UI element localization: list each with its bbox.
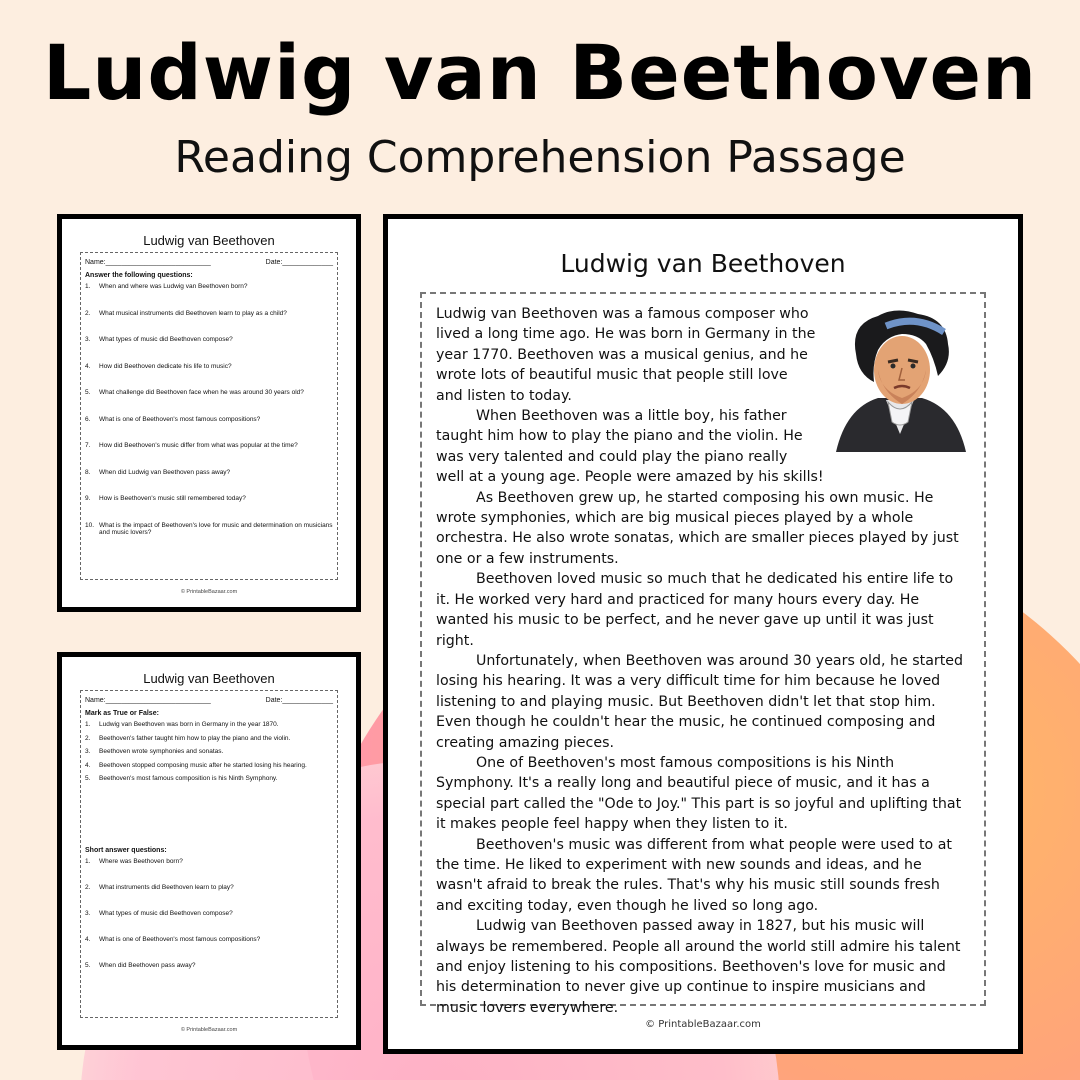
passage-paragraph: Ludwig van Beethoven was a famous composer who lived a long time ago. He was born in Germany in the year 1770. Beethoven was a musical genius, and he wrote lots of beautiful music that people still love and listen to today. bbox=[436, 306, 816, 404]
questions-heading: Answer the following questions: bbox=[85, 272, 193, 279]
list-item bbox=[85, 522, 333, 549]
worksheet-title: Ludwig van Beethoven bbox=[143, 671, 275, 686]
date-field: Date:_____________ bbox=[265, 259, 333, 266]
list-item bbox=[85, 735, 333, 749]
item-text: How is Beethoven's music still remembered today? bbox=[99, 495, 246, 502]
item-text: What challenge did Beethoven face when he was around 30 years old? bbox=[99, 389, 304, 396]
item-text: How did Beethoven's music differ from what was popular at the time? bbox=[99, 442, 298, 449]
list-item bbox=[85, 962, 333, 988]
list-item bbox=[85, 495, 333, 522]
item-text: How did Beethoven dedicate his life to music? bbox=[99, 362, 232, 370]
item-text: What is the impact of Beethoven's love for music and determination on musicians and music lovers? bbox=[99, 521, 333, 536]
list-item bbox=[85, 936, 333, 962]
item-number: 8. bbox=[85, 468, 91, 476]
item-text: What musical instruments did Beethoven learn to play as a child? bbox=[99, 309, 287, 317]
item-number: 5. bbox=[85, 961, 91, 969]
passage-box bbox=[420, 292, 986, 1030]
item-number: 2. bbox=[85, 734, 91, 742]
list-item bbox=[85, 748, 333, 762]
item-text: Beethoven's most famous composition is his Ninth Symphony. bbox=[99, 775, 278, 782]
list-item bbox=[85, 762, 333, 776]
true-false-worksheet-thumbnail[interactable] bbox=[57, 652, 361, 1050]
item-number: 10. bbox=[85, 521, 95, 529]
item-number: 4. bbox=[85, 935, 91, 943]
worksheet-footer: © PrintableBazaar.com bbox=[180, 589, 238, 595]
reading-passage-sheet[interactable] bbox=[383, 214, 1023, 1054]
passage-paragraph: Beethoven's music was different from what people were used to at the time. He liked to experiment with new sounds and ideas, and he wasn't afraid to break the rules. That's why his music still sounds fresh and exciting today, even though he lived so long ago. bbox=[436, 836, 952, 914]
list-item bbox=[85, 442, 333, 469]
beethoven-portrait-icon bbox=[826, 304, 974, 452]
list-item bbox=[85, 389, 333, 416]
list-item bbox=[85, 283, 333, 310]
list-item bbox=[85, 884, 333, 910]
name-date-row bbox=[85, 697, 333, 704]
item-number: 9. bbox=[85, 495, 91, 502]
item-text: Where was Beethoven born? bbox=[99, 857, 183, 865]
true-false-heading: Mark as True or False: bbox=[85, 710, 159, 717]
list-item bbox=[85, 775, 333, 789]
item-text: Ludwig van Beethoven was born in Germany in the year 1870. bbox=[99, 721, 279, 728]
passage-paragraph: Ludwig van Beethoven passed away in 1827, but his music will always be remembered. People all around the world still admire his talent and enjoy listening to his compositions. Beethoven's love for music and his determination to never give up continue to inspire musicians and music lovers everywhere. bbox=[436, 918, 961, 1016]
item-number: 5. bbox=[85, 389, 91, 396]
short-answer-heading: Short answer questions: bbox=[85, 846, 167, 854]
passage-paragraph: Unfortunately, when Beethoven was around 30 years old, he started losing his hearing. It was a very difficult time for him because he loved listening to and playing music. But Beethoven didn't let that stop him. Even though he couldn't hear the music, he continued composing and creating amazing pieces. bbox=[436, 652, 964, 751]
item-number: 2. bbox=[85, 309, 91, 317]
item-text: What types of music did Beethoven compose? bbox=[99, 336, 233, 343]
list-item bbox=[85, 858, 333, 884]
item-text: What is one of Beethoven's most famous compositions? bbox=[99, 415, 261, 423]
page-subtitle: Reading Comprehension Passage bbox=[174, 132, 906, 183]
name-date-row bbox=[85, 259, 333, 266]
list-item bbox=[85, 336, 333, 363]
list-item bbox=[85, 310, 333, 337]
passage-footer: © PrintableBazaar.com bbox=[645, 1019, 761, 1030]
questions-list bbox=[85, 283, 333, 548]
page-title: Ludwig van Beethoven bbox=[42, 28, 1038, 117]
item-text: What instruments did Beethoven learn to play? bbox=[99, 883, 234, 891]
item-number: 4. bbox=[85, 362, 91, 370]
worksheet-title: Ludwig van Beethoven bbox=[143, 233, 275, 248]
item-number: 4. bbox=[85, 761, 91, 769]
passage-paragraph: As Beethoven grew up, he started composing his own music. He wrote symphonies, which are big musical pieces played by a whole orchestra. He also wrote sonatas, which are smaller pieces played by just one or a few instruments. bbox=[436, 489, 959, 567]
item-number: 1. bbox=[85, 857, 91, 865]
item-number: 6. bbox=[85, 415, 91, 423]
list-item bbox=[85, 910, 333, 936]
list-item bbox=[85, 416, 333, 443]
short-answer-list bbox=[85, 858, 333, 988]
name-field: Name:___________________________ bbox=[85, 259, 211, 266]
item-number: 2. bbox=[85, 883, 91, 891]
passage-paragraph: When Beethoven was a little boy, his father taught him how to play the piano and the violin. He was very talented and could play the piano really well at a young age. People were amazed by his skills! bbox=[436, 408, 824, 486]
item-text: When did Ludwig van Beethoven pass away? bbox=[99, 468, 231, 476]
item-number: 7. bbox=[85, 442, 91, 449]
true-false-list bbox=[85, 721, 333, 789]
worksheet-box bbox=[80, 252, 338, 595]
date-field: Date:_____________ bbox=[265, 697, 333, 704]
passage-title: Ludwig van Beethoven bbox=[560, 249, 846, 278]
item-number: 3. bbox=[85, 909, 91, 917]
item-text: When did Beethoven pass away? bbox=[99, 961, 196, 969]
worksheet-box bbox=[80, 690, 338, 1033]
item-number: 1. bbox=[85, 283, 91, 290]
passage-paragraph: One of Beethoven's most famous compositions is his Ninth Symphony. It's a really long and beautiful piece of music, and it has a special part called the "Ode to Joy." This part is so joyful and uplifting that it makes people feel happy when they listen to it. bbox=[436, 754, 962, 833]
list-item bbox=[85, 469, 333, 496]
item-number: 5. bbox=[85, 775, 91, 782]
questions-worksheet-thumbnail[interactable] bbox=[57, 214, 361, 612]
passage-paragraph: Beethoven loved music so much that he dedicated his entire life to it. He worked very hard and practiced for many hours every day. He wanted his music to be perfect, and he never gave up until it was just right. bbox=[436, 571, 954, 649]
item-text: What types of music did Beethoven compose? bbox=[99, 909, 233, 917]
item-text: What is one of Beethoven's most famous compositions? bbox=[99, 935, 261, 943]
passage-text bbox=[436, 304, 970, 1018]
list-item bbox=[85, 721, 333, 735]
item-number: 3. bbox=[85, 748, 91, 755]
item-text: Beethoven stopped composing music after he started losing his hearing. bbox=[99, 761, 307, 769]
item-number: 3. bbox=[85, 336, 91, 343]
item-number: 1. bbox=[85, 721, 91, 728]
list-item bbox=[85, 363, 333, 390]
item-text: When and where was Ludwig van Beethoven born? bbox=[99, 283, 248, 290]
worksheet-footer: © PrintableBazaar.com bbox=[180, 1027, 238, 1033]
item-text: Beethoven wrote symphonies and sonatas. bbox=[99, 748, 224, 755]
name-field: Name:___________________________ bbox=[85, 697, 211, 704]
item-text: Beethoven's father taught him how to play the piano and the violin. bbox=[99, 734, 291, 742]
